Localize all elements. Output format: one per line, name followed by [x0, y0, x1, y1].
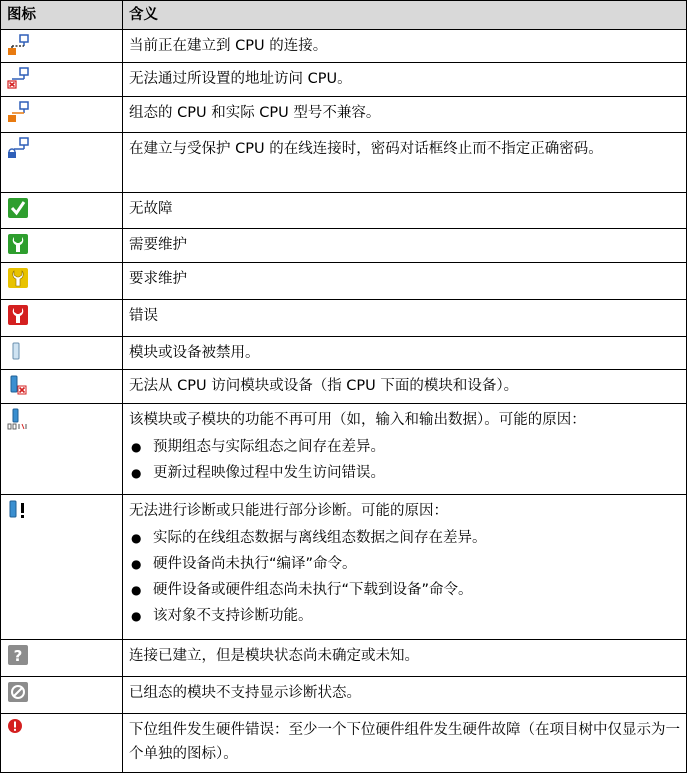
no-fault-icon	[7, 197, 29, 219]
row-text: 连接已建立，但是模块状态尚未确定或未知。	[123, 640, 687, 677]
table-row	[1, 193, 687, 229]
table-row	[1, 370, 687, 404]
table-row	[1, 300, 687, 337]
maintenance-demanded-icon	[7, 267, 29, 289]
svg-text:?: ?	[13, 647, 23, 665]
list-item: ● 实际的在线组态数据与离线组态数据之间存在差异。	[149, 525, 680, 551]
connection-failed-icon	[7, 67, 29, 89]
table-row	[1, 229, 687, 263]
list-item: ● 硬件设备或硬件组态尚未执行“下载到设备”命令。	[149, 577, 680, 603]
error-icon	[7, 304, 29, 326]
table-row	[1, 133, 687, 193]
table-row	[1, 63, 687, 97]
table-row	[1, 337, 687, 370]
bullet-list	[129, 434, 680, 486]
maintenance-required-icon	[7, 233, 29, 255]
row-text: 无法进行诊断或只能进行部分诊断。可能的原因：	[129, 503, 448, 519]
row-text: 组态的 CPU 和实际 CPU 型号不兼容。	[123, 97, 687, 133]
row-text: 模块或设备被禁用。	[123, 337, 687, 370]
module-unreachable-icon	[7, 374, 29, 396]
status-unknown-icon	[7, 644, 29, 666]
table-row	[1, 714, 687, 773]
protected-cpu-icon	[7, 137, 29, 159]
diagnostics-limited-icon	[7, 499, 29, 521]
row-text: 当前正在建立到 CPU 的连接。	[123, 30, 687, 63]
module-disabled-icon	[7, 341, 29, 363]
row-text: 无故障	[123, 193, 687, 229]
table-row	[1, 97, 687, 133]
bullet-list	[129, 525, 680, 629]
row-text: 已组态的模块不支持显示诊断状态。	[123, 677, 687, 714]
row-text: 无法从 CPU 访问模块或设备（指 CPU 下面的模块和设备）。	[123, 370, 687, 404]
row-text: 错误	[123, 300, 687, 337]
list-item: ● 硬件设备尚未执行“编译”命令。	[149, 551, 680, 577]
row-text: 在建立与受保护 CPU 的在线连接时，密码对话框终止而不指定正确密码。	[123, 133, 687, 193]
io-unavailable-icon	[7, 408, 29, 430]
row-text: 无法通过所设置的地址访问 CPU。	[123, 63, 687, 97]
table-row	[1, 495, 687, 640]
header-meaning: 含义	[123, 1, 687, 30]
table-row	[1, 30, 687, 63]
row-text: 需要维护	[123, 229, 687, 263]
table-row	[1, 404, 687, 495]
row-text: 下位组件发生硬件错误：至少一个下位硬件组件发生硬件故障（在项目树中仅显示为一个单独的图标）。	[123, 714, 687, 773]
lower-level-error-icon	[7, 718, 29, 740]
table-header-row	[1, 1, 687, 30]
diagnostics-not-supported-icon	[7, 681, 29, 703]
header-icon: 图标	[1, 1, 123, 30]
cpu-type-incompatible-icon	[7, 101, 29, 123]
table-row	[1, 677, 687, 714]
list-item: ● 该对象不支持诊断功能。	[149, 603, 680, 629]
table-row	[1, 640, 687, 677]
row-text: 该模块或子模块的功能不再可用（如，输入和输出数据）。可能的原因：	[129, 412, 586, 428]
online-connecting-icon	[7, 34, 29, 56]
table-row	[1, 263, 687, 300]
row-text: 要求维护	[123, 263, 687, 300]
list-item: ● 预期组态与实际组态之间存在差异。	[149, 434, 680, 460]
list-item: ● 更新过程映像过程中发生访问错误。	[149, 460, 680, 486]
